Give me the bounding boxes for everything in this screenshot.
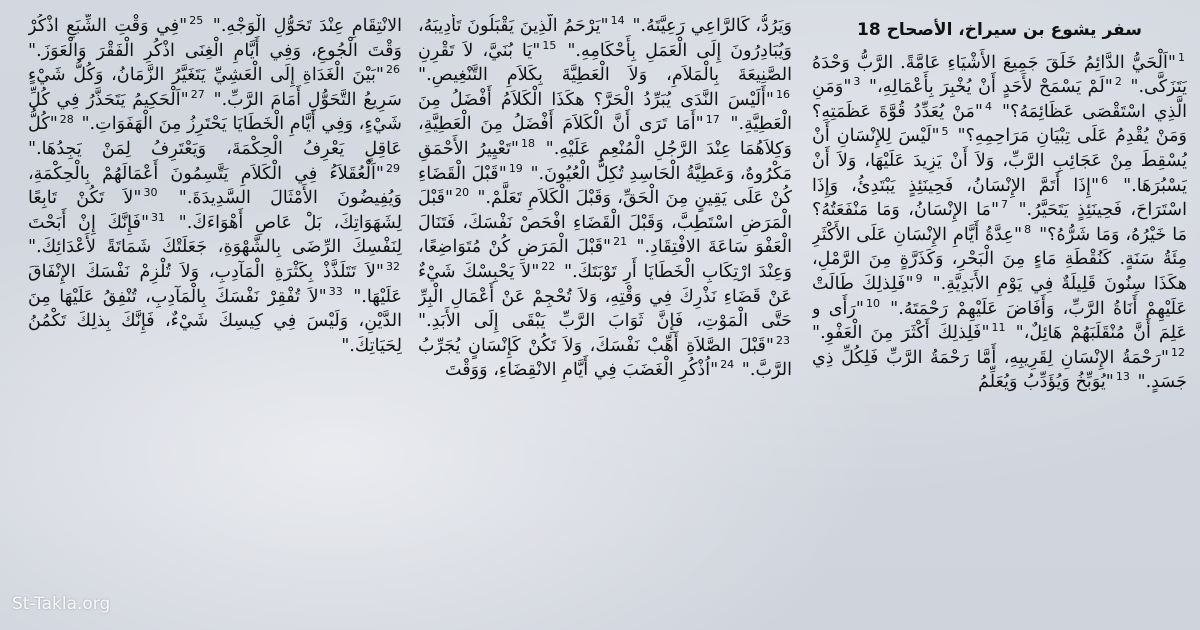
verse-text: وَيَرُدُّ، كَالرَّاعِي رَعِيَّتَهُ." [632, 16, 792, 36]
site-watermark: St-Takla.org [12, 594, 111, 614]
verse-number: 4 [985, 99, 993, 113]
verse-number: 33 [328, 284, 343, 298]
verse-text: "مَنْ يُعَدِّدُ قُوَّةَ عَظَمَتِهِ؟ وَمَنْ يُقْدِمُ عَلَى تِبْيَانِ مَرَاحِمِهِ؟" [812, 101, 1187, 147]
verse-number: 18 [521, 137, 536, 151]
verse-number: 28 [59, 112, 74, 126]
verse-number: 26 [386, 63, 400, 77]
verses-right [812, 51, 1187, 395]
verse-number: 17 [705, 112, 720, 126]
verse-text: "يُوَبِّخُ وَيُؤَدِّبُ وَيُعَلِّمُ [978, 372, 1114, 393]
verse-text: "مَا الإِنْسَانُ، وَمَا مَنْفَعَتُهُ؟ مَا خَيْرُهُ، وَمَا شَرُّهُ؟" [812, 200, 1187, 245]
verse-text: "أَلَيْسَ النَّدَى يُبَرِّدُ الْحَرَّ؟ هكَذَا الْكَلاَمُ أَفْضَلُ مِنَ الْعَطِيَّةِ." [418, 89, 792, 135]
verse-text: "قَبْلَ الْقَضَاءِ كُنْ عَلَى يَقِينٍ مِنَ الْحَقِّ، وَقَبْلَ الْكَلاَمِ تَعَلَّمْ." [418, 163, 792, 209]
verse-number: 1 [1178, 50, 1185, 64]
verse-text: "تَعْيِيرُ الأَحْمَقِ مَكْرُوهٌ، وَعَطِيَّةُ الْحَاسِدِ تُكِلُّ الْعُيُونَ." [418, 138, 792, 184]
verse-text: "قَبْلَ الْمَرَضِ كُنْ مُتَوَاضِعًا، وَعِنْدَ ارْتِكَابِ الْخَطَايَا أَرِ تَوْبَتَكَ." [418, 237, 792, 282]
verse-number: 31 [151, 210, 166, 224]
verse-text: "يَرْحَمُ الَّذِينَ يَقْبَلُونَ تَأْدِيبَهُ، وَيُبَادِرُونَ إِلَى الْعَمَلِ بِأَحْكَامِهِ." [418, 16, 792, 61]
verse-number: 24 [720, 358, 735, 372]
verse-text: "كُلُّ عَاقِلٍ يَعْرِفُ الْحِكْمَةَ، وَيَعْتَرِفُ لِمَنْ يَجِدُهَا." [28, 114, 402, 159]
verse-text: "فَلِذلِكَ طَالَتْ عَلَيْهِمْ أَنَاةُ الرَّبِّ، وَأَفَاضَ عَلَيْهِمْ رَحْمَتَهُ." [812, 273, 1187, 319]
verse-text: "لاَ تَتَلَذَّذْ بِكَثْرَةِ الْمَآدِبِ، وَلاَ تُلْزِمْ نَفْسَكَ الإِنْفَاقَ عَلَيْهَا." [28, 261, 402, 307]
column-middle [418, 14, 792, 620]
column-right [812, 14, 1187, 620]
verses-left [28, 14, 402, 358]
verse-number: 3 [853, 75, 861, 89]
verse-text: "بَيْنَ الْغَدَاةِ إِلَى الْعَشِيِّ يَتَغَيَّرُ الزَّمَانُ، وَكُلُّ شَيْءٍ سَرِيعُ التَّحَوُّلِ أَمَامَ الرَّبِّ." [28, 65, 402, 110]
verse-number: 5 [941, 124, 949, 138]
verse-number: 12 [1171, 345, 1185, 359]
verse-text: "يَا بُنَيَّ، لاَ تَقْرِنِ الصَّنِيعَةَ بِالْمَلاَمِ، وَلاَ الْعَطِيَّةَ بِكَلاَمِ التَّنْغِيصِ." [418, 40, 792, 86]
verse-number: 13 [1115, 370, 1130, 384]
verse-number: 22 [541, 260, 556, 274]
verse-number: 14 [610, 14, 625, 28]
verse-number: 10 [865, 296, 880, 310]
verse-text: "رَأَى و عَلِمَ أَنَّ مُنْقَلَبَهُمْ هَائِلٌ،" [812, 298, 1187, 344]
verse-text: "اَلْحَيُّ الدَّائِمُ خَلَقَ جَمِيعَ الأَشْيَاءِ عَامَّةً. الرَّبُّ وَحْدَهُ يَتَزَكَّى." [812, 52, 1187, 98]
verse-text: "اُذْكُرِ الْغَضَبَ فِي أَيَّامِ الانْقِضَاءِ، وَوَقْتَ [444, 360, 719, 381]
verse-text: "فَلِذلِكَ أَكْثَرَ مِنَ الْعَفْوِ." [812, 323, 990, 344]
verses-middle [418, 14, 792, 383]
verse-number: 21 [613, 235, 628, 249]
verse-number: 27 [190, 87, 205, 101]
verse-text: "قَبْلَ الْمَرَضِ اسْتَطِبَّ، وَقَبْلَ الْقَضَاءِ افْحَصْ نَفْسَكَ، فَتَنَالَ الْعَفْوَ سَاعَةَ الافْتِقَادِ." [418, 188, 792, 258]
verse-text: الانْتِقَامِ عِنْدَ تَحَوُّلِ الْوَجْهِ." [212, 16, 402, 36]
verse-text: "وَمَنِ الَّذِي اسْتَقْصَى عَظَائِمَهُ؟" [812, 77, 1187, 122]
verse-text: "لَيْسَ لِلإِنْسَانِ أَنْ يُسْقِطَ مِنْ عَجَائِبِ الرَّبِّ، وَلاَ أَنْ يَزِيدَ عَلَيْهَا، وَلاَ أَنْ يَسْبُرَهَا." [812, 126, 1187, 196]
verse-number: 20 [455, 186, 470, 200]
verse-number: 23 [776, 333, 790, 347]
verse-number: 2 [1114, 75, 1122, 89]
verse-text: "أَمَا تَرَى أَنَّ الْكَلاَمَ أَفْضَلُ مِنَ الْعَطِيَّةِ، وَكِلاَهُمَا عِنْدَ الرَّجُلِ الْمُنْعِمِ عَلَيْهِ." [418, 114, 792, 159]
verse-number: 25 [189, 14, 204, 28]
verse-number: 11 [991, 321, 1006, 335]
verse-number: 9 [915, 272, 923, 286]
verse-number: 16 [776, 87, 790, 101]
chapter-title: سفر يشوع بن سيراخ، الأصحاح 18 [857, 20, 1142, 40]
verse-number: 30 [143, 186, 158, 200]
verse-number: 19 [508, 161, 523, 175]
verse-text: "اَلْحَكِيمُ يَتَحَذَّرُ فِي كُلِّ شَيْءٍ، وَفِي أَيَّامِ الْخَطَايَا يَحْتَرِزُ مِنَ الْهَفَوَاتِ." [28, 89, 402, 135]
verse-number: 32 [386, 260, 400, 274]
verse-text: "قَبْلَ الصَّلاَةِ أَهِّبْ نَفْسَكَ، وَلاَ تَكُنْ كَإِنْسَانٍ يُجَرِّبُ الرَّبَّ." [418, 335, 792, 381]
verse-text: "اَلْعُقَلاَءُ فِي الْكَلاَمِ يَتَّسِمُونَ أَعْمَالَهُمْ بِالْحِكْمَةِ، وَيُفِيضُونَ الأَمْثَالَ السَّدِيدَةَ." [28, 163, 402, 209]
verse-text: "لَمْ يَسْمَحْ لأَحَدٍ أَنْ يُخْبِرَ بِأَعْمَالِهِ،" [868, 77, 1113, 98]
verse-number: 29 [386, 161, 400, 175]
verse-text: "لاَ يَحْبِسْكَ شَيْءٌ عَنْ قَضَاءِ نَذْرِكَ فِي وَقْتِهِ، وَلاَ تُحْجِمْ عَنْ أَعْمَالِ الْبِرِّ حَتَّى الْمَوْتِ، فَإِنَّ ثَوَابَ الرَّبِّ يَبْقَى إِلَى الأَبَدِ." [418, 261, 792, 332]
verse-text: "لاَ تَكُنْ تَابِعًا لِشَهَوَاتِكَ، بَلْ عَاصِ أَهْوَاءَكَ." [28, 188, 402, 233]
verse-text: "فِي وَقْتِ الشِّبَعِ اذْكُرْ وَقْتَ الْجُوعِ، وَفِي أَيَّامِ الْغِنَى اذْكُرِ الْفَقْرَ وَالْعَوَزَ." [28, 16, 402, 61]
verse-number: 15 [542, 38, 557, 52]
verse-number: 7 [1001, 198, 1009, 212]
verse-text: "عِدَّةُ أَيَّامِ الإِنْسَانِ عَلَى الأَكْثَرِ مِئَةُ سَنَةٍ. كَنُقْطَةِ مَاءٍ مِنَ الْبَحْرِ، وَكَذَرَّةٍ مِنَ الرَّمْلِ، هكَذَا سِنُونَ قَلِيلَةٌ فِي يَوْمِ الأَبَدِيَّةِ." [812, 224, 1187, 294]
column-left [28, 14, 402, 620]
verse-text: "رَحْمَةُ الإِنْسَانِ لِقَرِيبِهِ، أَمَّا رَحْمَةُ الرَّبِّ فَلِكُلِّ ذِي جَسَدٍ." [812, 347, 1187, 393]
verse-text: "فَإِنَّكَ إِنْ أَبَحْتَ لِنَفْسِكَ الرِّضَى بِالشَّهْوَةِ، جَعَلَتْكَ شَمَاتَةً لأَعْدَائِكَ." [28, 212, 402, 258]
verse-number: 8 [1024, 222, 1032, 236]
verse-number: 6 [1101, 173, 1109, 187]
verse-text: "إِذَا أَتَمَّ الإِنْسَانُ، فَحِينَئِذٍ يَبْتَدِئُ، وَإِذَا اسْتَرَاحَ، فَحِينَئِذٍ يَتَحَيَّرُ." [812, 175, 1187, 221]
verse-text: "لاَ تُفْقِرْ نَفْسَكَ بِالْمَآدِبِ، تُنْفِقُ عَلَيْهَا مِنَ الدَّيْنِ، وَلَيْسَ فِي كِيسِكَ شَيْءٌ، فَإِنَّكَ بِذلِكَ تَكْمُنُ لِحَيَاتِكَ." [28, 286, 402, 356]
